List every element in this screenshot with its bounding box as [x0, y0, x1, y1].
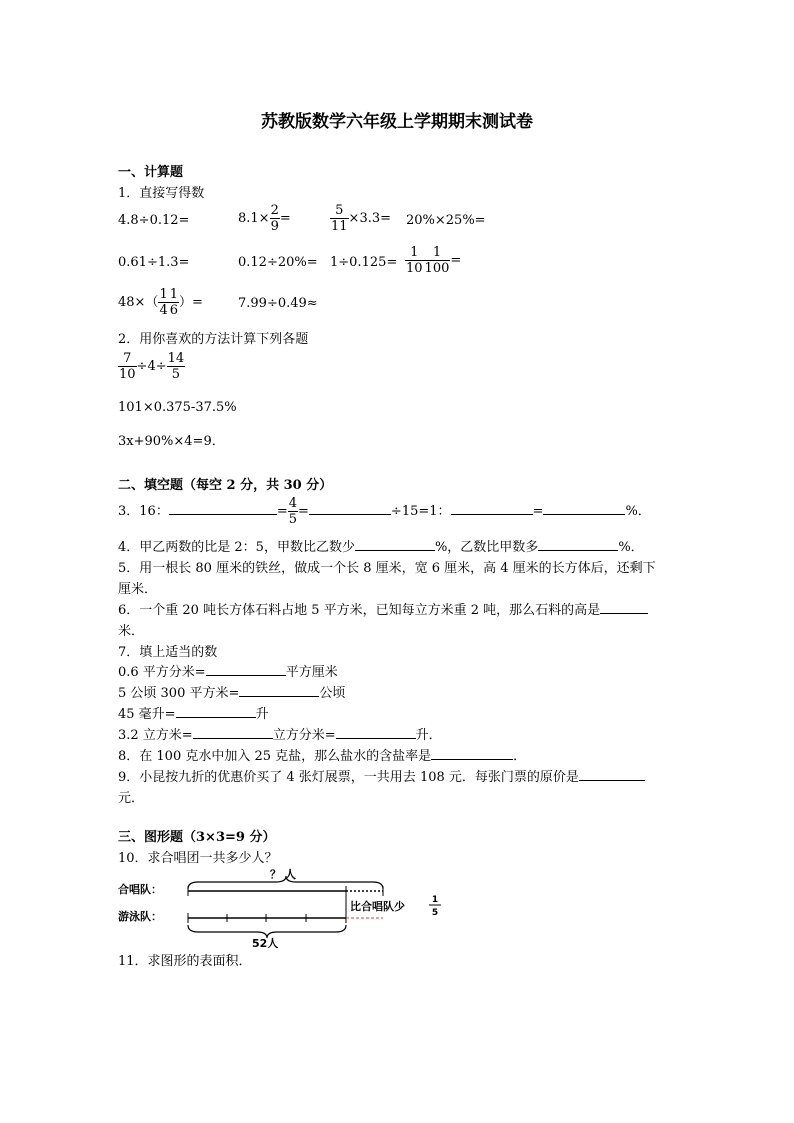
expression-3: 3x+90%×4=9．	[118, 434, 225, 449]
question-6-line-2: 米．	[118, 624, 145, 639]
swim-label: 游泳队：	[118, 910, 162, 923]
section-heading-fill-blank: 二、填空题（每空 2 分，共 30 分）	[118, 478, 333, 493]
page-title: 苏教版数学六年级上学期期末测试卷	[261, 112, 533, 132]
fraction: $\frac{14}{5}$	[167, 351, 185, 382]
question-7d: 3.2 立方米= 立方分米= 升．	[118, 728, 442, 743]
calc-item: 8.1× $\frac{2}{9}$ =	[238, 203, 291, 234]
question-11-text: 11．求图形的表面积．	[118, 954, 252, 969]
calc-item: 1÷0.125=	[330, 255, 398, 270]
note-fraction-numerator: 1	[431, 895, 439, 905]
answer-blank	[176, 705, 256, 718]
question-9-line-2: 元．	[118, 791, 145, 806]
answer-blank	[538, 538, 618, 551]
difference-note: 比合唱队少	[350, 900, 405, 913]
answer-blank	[206, 663, 286, 676]
choir-label: 合唱队：	[118, 883, 162, 896]
fraction: $\frac{4}{5}$	[288, 496, 298, 527]
answer-blank	[431, 747, 513, 760]
calc-item: 0.61÷1.3=	[118, 255, 190, 270]
calc-item: $\frac{5}{11}$ ×3.3=	[331, 203, 392, 234]
question-6-line-1: 6．一个重 20 吨长方体石料占地 5 平方米，已知每立方米重 2 吨，那么石料的高是	[118, 599, 648, 618]
fraction: $\frac{5}{11}$	[331, 203, 348, 234]
answer-blank	[239, 684, 319, 697]
question-7c: 45 毫升= 升	[118, 707, 269, 722]
question-4: 4．甲乙两数的比是 2：5，甲数比乙数少 %，乙数比甲数多 %．	[118, 540, 644, 555]
question-7-text: 7．填上适当的数	[118, 645, 218, 660]
question-2-text: 2．用你喜欢的方法计算下列各题	[118, 332, 309, 347]
note-fraction-denominator: 5	[431, 908, 439, 918]
fraction: $\frac{1}{10}$	[406, 245, 423, 276]
line-segment-diagram	[118, 868, 458, 948]
expression-2: 101×0.375-37.5%	[118, 400, 237, 415]
expression-1: $\frac{7}{10}$ ÷4÷ $\frac{14}{5}$	[119, 351, 185, 382]
question-7a: 0.6 平方分米= 平方厘米	[118, 665, 338, 680]
section-heading-calculation: 一、计算题	[118, 165, 184, 180]
question-3: 3．16： = $\frac{4}{5}$ = ÷15=1： = %．	[118, 496, 651, 527]
calc-item: 48×（ $\frac{1}{4}$ $\frac{1}{6}$ ）=	[118, 287, 203, 318]
answer-blank	[451, 502, 533, 515]
fraction: $\frac{1}{4}$	[159, 287, 168, 318]
calc-item: 7.99÷0.49≈	[238, 296, 318, 311]
answer-blank	[336, 726, 416, 739]
question-5-line-1: 5．用一根长 80 厘米的铁丝，做成一个长 8 厘米，宽 6 厘米，高 4 厘米的长方体后，还剩下	[118, 561, 656, 576]
calc-item: $\frac{1}{10}$ $\frac{1}{100}$ =	[406, 245, 462, 276]
answer-blank	[169, 502, 277, 515]
calc-item: 4.8÷0.12=	[118, 213, 190, 228]
fraction: $\frac{7}{10}$	[119, 351, 136, 382]
question-8: 8．在 100 克水中加入 25 克盐，那么盐水的含盐率是 ．	[118, 749, 527, 764]
fraction: $\frac{1}{6}$	[169, 287, 178, 318]
answer-blank	[543, 502, 625, 515]
answer-blank	[355, 538, 435, 551]
question-mark-label: ？ 人	[270, 868, 296, 881]
answer-blank	[579, 768, 645, 781]
fraction: $\frac{1}{100}$	[424, 245, 450, 276]
question-9-line-1: 9．小昆按九折的优惠价买了 4 张灯展票，一共用去 108 元．每张门票的原价是	[118, 766, 645, 785]
answer-blank	[600, 601, 648, 614]
question-1-text: 1．直接写得数	[118, 186, 205, 201]
calc-item: 0.12÷20%=	[238, 255, 318, 270]
answer-blank	[309, 502, 391, 515]
question-5-line-2: 厘米．	[118, 582, 158, 597]
calc-item: 20%×25%=	[406, 213, 486, 228]
section-heading-figures: 三、图形题（3×3=9 分）	[118, 830, 276, 845]
total-label: 52人	[252, 937, 279, 948]
question-10-text: 10．求合唱团一共多少人？	[118, 851, 278, 866]
answer-blank	[193, 726, 273, 739]
fraction: $\frac{2}{9}$	[270, 203, 279, 234]
question-7b: 5 公顷 300 平方米= 公顷	[118, 686, 346, 701]
